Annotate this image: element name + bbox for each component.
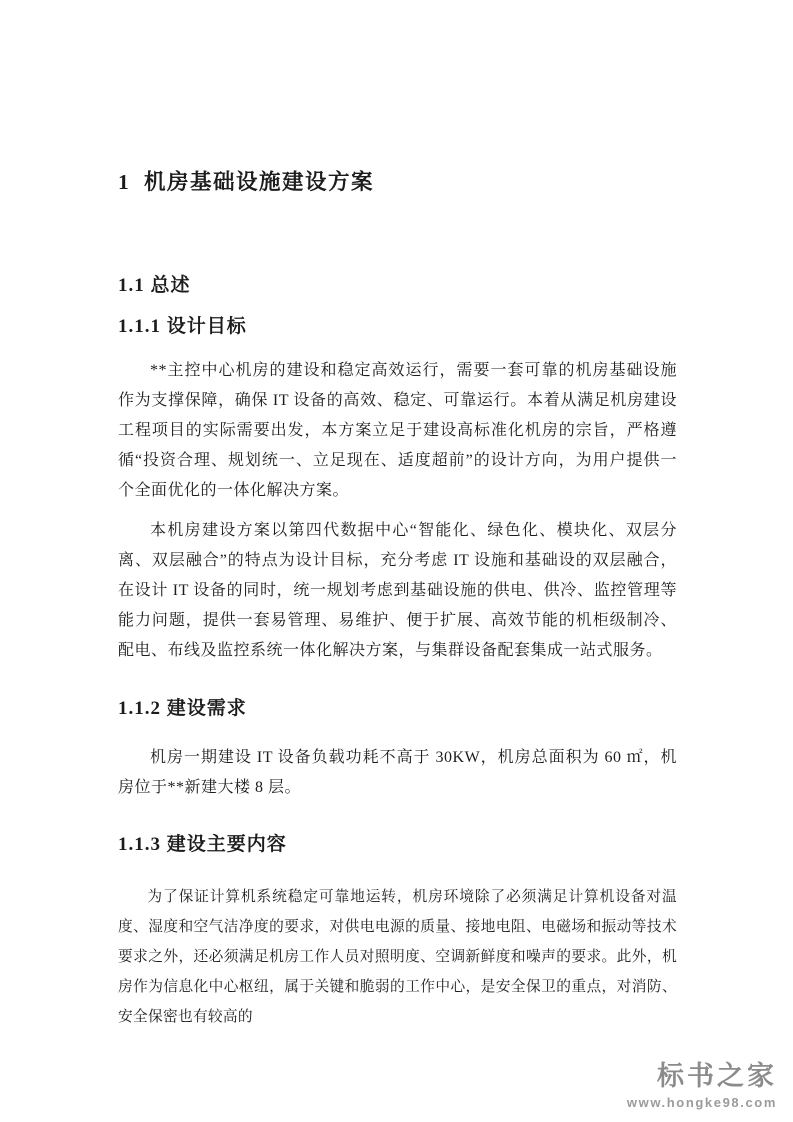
paragraph-design-goals-1: **主控中心机房的建设和稳定高效运行，需要一套可靠的机房基础设施作为支撑保障，确保 IT 设备的高效、稳定、可靠运行。本着从满足机房建设工程项目的实际需要出发，本方案立足于建设高标准化机房的宗旨，严格遵循“投资合理、规划统一、立足现在、适度超前”的设计方向，为用户提供一个全面优化的一体化解决方案。 (118, 362, 677, 499)
paragraph-requirements: 机房一期建设 IT 设备负载功耗不高于 30KW，机房总面积为 60 ㎡，机房位于**新建大楼 8 层。 (118, 749, 677, 796)
watermark-logo-text: 标书之家 (657, 1061, 777, 1092)
watermark-url: www.hongke98.com (626, 1095, 777, 1110)
paragraph-main-content: 为了保证计算机系统稳定可靠地运转，机房环境除了必须满足计算机设备对温度、湿度和空气洁净度的要求，对供电电源的质量、接地电阻、电磁场和振动等技术要求之外，还必须满足机房工作人员对照明度、空调新鲜度和噪声的要求。此外，机房作为信息化中心枢纽，属于关键和脆弱的工作中心，是安全保卫的重点，对消防、安全保密也有较高的 (118, 889, 677, 1025)
subsection-title-requirements: 1.1.2 建设需求 (118, 698, 247, 719)
subsection-title-design-goals: 1.1.1 设计目标 (118, 316, 247, 337)
section-title-overview: 1.1 总述 (118, 275, 191, 296)
watermark (627, 1062, 777, 1110)
paragraph-design-goals-2: 本机房建设方案以第四代数据中心“智能化、绿色化、模块化、双层分离、双层融合”的特点为设计目标，充分考虑 IT 设施和基础设的双层融合，在设计 IT 设备的同时，统一规划考虑到基础设施的供电、供冷、监控管理等能力问题，提供一套易管理、易维护、便于扩展、高效节能的机柜级制冷、配电、布线及监控系统一体化解决方案，与集群设备配套集成一站式服务。 (118, 522, 677, 659)
subsection-title-main-content: 1.1.3 建设主要内容 (118, 834, 287, 855)
chapter-title: 1 机房基础设施建设方案 (118, 170, 375, 194)
